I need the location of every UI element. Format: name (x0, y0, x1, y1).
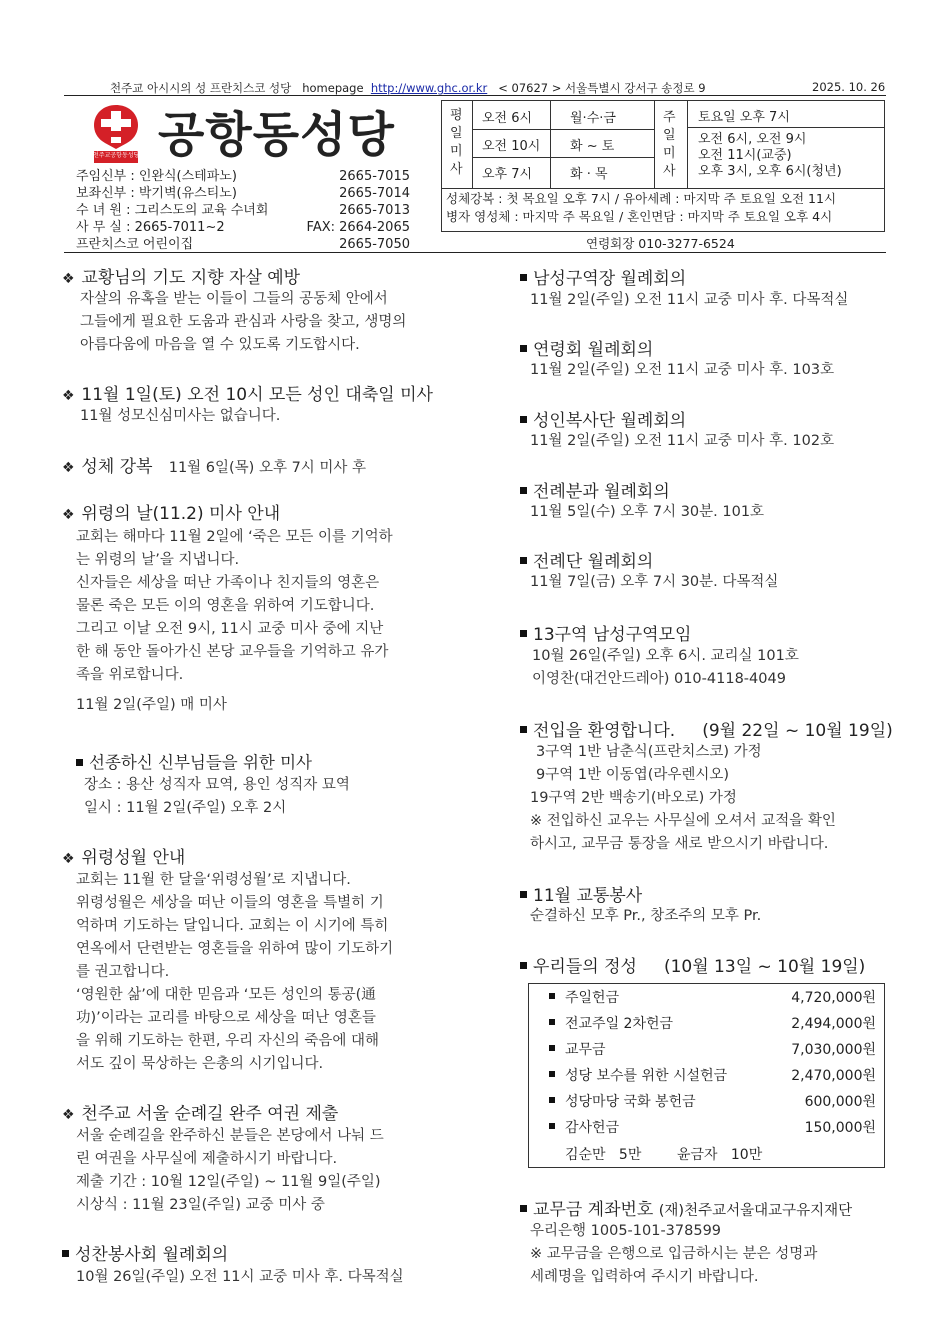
section-heading: 11월 교통봉사 (520, 881, 642, 906)
content-divider (64, 252, 886, 253)
diamond-bullet-icon: ❖ (62, 507, 75, 523)
weekday-time: 오후 7시 (482, 167, 533, 182)
section-heading: 연령회 월례회의 (520, 335, 653, 360)
diamond-bullet-icon: ❖ (62, 388, 75, 404)
church-name: 천주교 아시시의 성 프란치스코 성당 (110, 81, 292, 95)
section-heading: 성인복사단 월례회의 (520, 406, 686, 431)
offering-row: 전교주일 2차헌금 2,494,000원 (529, 1013, 884, 1033)
church-address: < 07627 > 서울특별시 강서구 송정로 9 (498, 81, 706, 95)
square-bullet-icon (76, 759, 83, 766)
section-heading: ❖ 성체 강복 11월 6일(목) 오후 7시 미사 후 (62, 457, 367, 477)
page-title: 공항동성당 (158, 107, 395, 163)
section-heading: ❖ 위령성월 안내 (62, 848, 186, 868)
diamond-bullet-icon: ❖ (62, 1107, 75, 1123)
weekday-time: 오전 6시 (482, 111, 533, 126)
offering-row: 교무금 7,030,000원 (529, 1039, 884, 1059)
weekday-days: 월·수·금 (570, 111, 616, 126)
weekday-days: 화 ~ 토 (570, 139, 615, 154)
weekday-time: 오전 10시 (482, 139, 541, 154)
square-bullet-icon (520, 726, 527, 733)
staff-row: 보좌신부 : 박기벽(유스티노) (76, 186, 237, 201)
diamond-bullet-icon: ❖ (62, 271, 75, 287)
section-body: 11월 2일(주일) 오전 11시 교중 미사 후. 103호 (530, 362, 835, 378)
staff-phone: 2665-7015 (339, 169, 410, 184)
weekday-days: 화 · 목 (570, 167, 608, 182)
square-bullet-icon (520, 962, 527, 969)
square-bullet-icon (549, 1019, 555, 1025)
section-body: 11월 2일(주일) 오전 11시 교중 미사 후. 다목적실 (530, 292, 849, 308)
weekday-mass-label: 평일미사 (450, 108, 463, 177)
sacrament-notes (441, 185, 885, 232)
section-body: 11월 2일(주일) 오전 11시 교중 미사 후. 102호 (530, 433, 835, 449)
offering-row: 성당 보수를 위한 시설헌금 2,470,000원 (529, 1065, 884, 1085)
header-info-line (110, 80, 706, 96)
section-heading: 남성구역장 월례회의 (520, 264, 686, 289)
square-bullet-icon (520, 345, 527, 352)
logo-caption: 천주교공항동성당 (93, 152, 140, 159)
offerings-table (528, 983, 885, 1168)
mass-schedule-table (441, 100, 885, 189)
section-heading: 전례분과 월례회의 (520, 477, 670, 502)
square-bullet-icon (549, 1045, 555, 1051)
section-note: 11월 2일(주일) 매 미사 (76, 697, 227, 713)
section-heading: 성찬봉사회 월례회의 (62, 1240, 228, 1265)
section-body: 장소 : 용산 성직자 묘역, 용인 성직자 묘역 일시 : 11월 2일(주일) 오후 2시 (84, 777, 350, 816)
section-heading: 13구역 남성구역모임 (520, 620, 691, 645)
offering-row: 주일헌금 4,720,000원 (529, 987, 884, 1007)
section-body: 우리은행 1005-101-378599 ※ 교무금을 은행으로 입금하시는 분은 성명과 세례명을 입력하여 주시기 바랍니다. (530, 1220, 817, 1289)
section-body: 11월 5일(수) 오후 7시 30분. 101호 (530, 504, 765, 520)
section-heading: 전례단 월례회의 (520, 547, 653, 572)
section-body: 11월 성모신심미사는 없습니다. (80, 408, 281, 424)
homepage-link[interactable]: http://www.ghc.or.kr (370, 81, 488, 95)
square-bullet-icon (520, 557, 527, 564)
section-heading: ❖ 교황님의 기도 지향 자살 예방 (62, 268, 301, 288)
square-bullet-icon (520, 630, 527, 637)
staff-list (76, 168, 268, 253)
square-bullet-icon (520, 891, 527, 898)
section-body: 3구역 1반 남춘식(프란치스코) 가정 9구역 1반 이동엽(라우렌시오) 19구역 2반 백송기(바오로) 가정 ※ 전입하신 교우는 사무실에 오셔서 교적을 확인 하시고, 교무금 통장을 새로 받으시기 바랍니다. (530, 744, 836, 852)
section-body: 10월 26일(주일) 오전 11시 교중 미사 후. 다목적실 (76, 1269, 404, 1285)
offering-row: 성당마당 국화 봉헌금 600,000원 (529, 1091, 884, 1111)
section-body: 자살의 유혹을 받는 이들이 그들의 공동체 안에서 그들에게 필요한 도움과 관심과 사랑을 찾고, 생명의 아름다움에 마음을 열 수 있도록 기도합시다. (80, 291, 407, 353)
section-heading: ❖ 천주교 서울 순례길 완주 여권 제출 (62, 1104, 339, 1124)
subsection-heading: 선종하신 신부님들을 위한 미사 (76, 749, 312, 773)
section-body: 10월 26일(주일) 오후 6시. 교리실 101호 이영찬(대건안드레아) 010-4118-4049 (532, 648, 799, 687)
section-heading: 교무금 계좌번호 (재)천주교서울대교구유지재단 (520, 1195, 852, 1220)
note-line: 병자 영성체 : 마지막 주 목요일 / 혼인면담 : 마지막 주 토요일 오후 4시 (446, 209, 833, 224)
square-bullet-icon (549, 1123, 555, 1129)
sunday-time: 오후 3시, 오후 6시(청년) (698, 164, 842, 179)
square-bullet-icon (549, 993, 555, 999)
square-bullet-icon (520, 416, 527, 423)
section-heading: 전입을 환영합니다. (9월 22일 ~ 10월 19일) (520, 716, 893, 741)
diamond-bullet-icon: ❖ (62, 460, 75, 476)
staff-phone: 2665-7014 (339, 186, 410, 201)
note-line: 성체강복 : 첫 목요일 오후 7시 / 유아세례 : 마지막 주 토요일 오전 11시 (446, 191, 837, 206)
section-body: 서울 순례길을 완주하신 분들은 본당에서 나눠 드 린 여권을 사무실에 제출하시기 바랍니다. 제출 기간 : 10월 12일(주일) ~ 11월 9일(주일) 시상식 : 11월 23일(주일) 교중 미사 중 (76, 1128, 384, 1213)
bank-account: 우리은행 1005-101-378599 (530, 1223, 722, 1239)
staff-row: 사 무 실 : 2665-7011~2 (76, 220, 225, 235)
staff-phone: 2665-7013 (339, 203, 410, 218)
section-body: 교회는 11월 한 달을‘위령성월’로 지냅니다. 위령성월은 세상을 떠난 이들의 영혼을 특별히 기 억하며 기도하는 달입니다. 교회는 이 시기에 특히 연옥에서 단련받는 영혼들을 위하여 많이 기도하기 를 권고합니다. ‘영원한 삶’에 대한 믿음과 ‘모든 성인의 통공(通 功)’이라는 교리를 바탕으로 세상을 떠난 영혼들 을 위해 기도하는 한편, 우리 자신의 죽음에 대해 서도 깊이 묵상하는 은총의 시기입니다. (76, 872, 394, 1072)
section-heading: ❖ 위령의 날(11.2) 미사 안내 (62, 504, 281, 524)
staff-phone: FAX: 2664-2065 (306, 220, 410, 235)
square-bullet-icon (520, 487, 527, 494)
sunday-mass-label: 주일미사 (663, 110, 676, 179)
square-bullet-icon (520, 1205, 527, 1212)
sunday-time: 토요일 오후 7시 (698, 110, 790, 125)
sunday-time: 오전 11시(교중) (698, 148, 792, 163)
association-contact: 연령회장 010-3277-6524 (586, 236, 735, 251)
staff-phones (300, 168, 410, 253)
staff-row: 프란치스코 어린이집 (76, 237, 194, 252)
square-bullet-icon (520, 274, 527, 281)
section-body: 순결하신 모후 Pr., 창조주의 모후 Pr. (530, 908, 762, 924)
section-body: 11월 7일(금) 오후 7시 30분. 다목적실 (530, 574, 779, 590)
offering-row: 감사헌금 150,000원 (529, 1117, 884, 1137)
section-body: 교회는 해마다 11월 2일에 ‘죽은 모든 이를 기억하 는 위령의 날’을 지냅니다. 신자들은 세상을 떠난 가족이나 친지들의 영혼은 물론 죽은 모든 이의 영혼을 위하여 기도합니다. 그리고 이날 오전 9시, 11시 교중 미사 중에 지난 한 해 동안 돌아가신 본당 교우들을 기억하고 유가 족을 위로합니다. (76, 529, 393, 683)
thanks-donors: 김순만 5만 윤금자 10만 (565, 1147, 763, 1163)
homepage-label: homepage (302, 81, 364, 95)
square-bullet-icon (549, 1097, 555, 1103)
diamond-bullet-icon: ❖ (62, 851, 75, 867)
square-bullet-icon (62, 1250, 69, 1257)
section-heading: 우리들의 정성 (10월 13일 ~ 10월 19일) (520, 952, 865, 977)
section-heading: ❖ 11월 1일(토) 오전 10시 모든 성인 대축일 미사 (62, 385, 433, 405)
sunday-time: 오전 6시, 오전 9시 (698, 132, 807, 147)
square-bullet-icon (549, 1071, 555, 1077)
staff-row: 수 녀 원 : 그리스도의 교육 수녀회 (76, 203, 269, 218)
staff-phone: 2665-7050 (339, 237, 410, 252)
staff-row: 주임신부 : 인완식(스테파노) (76, 169, 237, 184)
issue-date: 2025. 10. 26 (812, 80, 886, 94)
